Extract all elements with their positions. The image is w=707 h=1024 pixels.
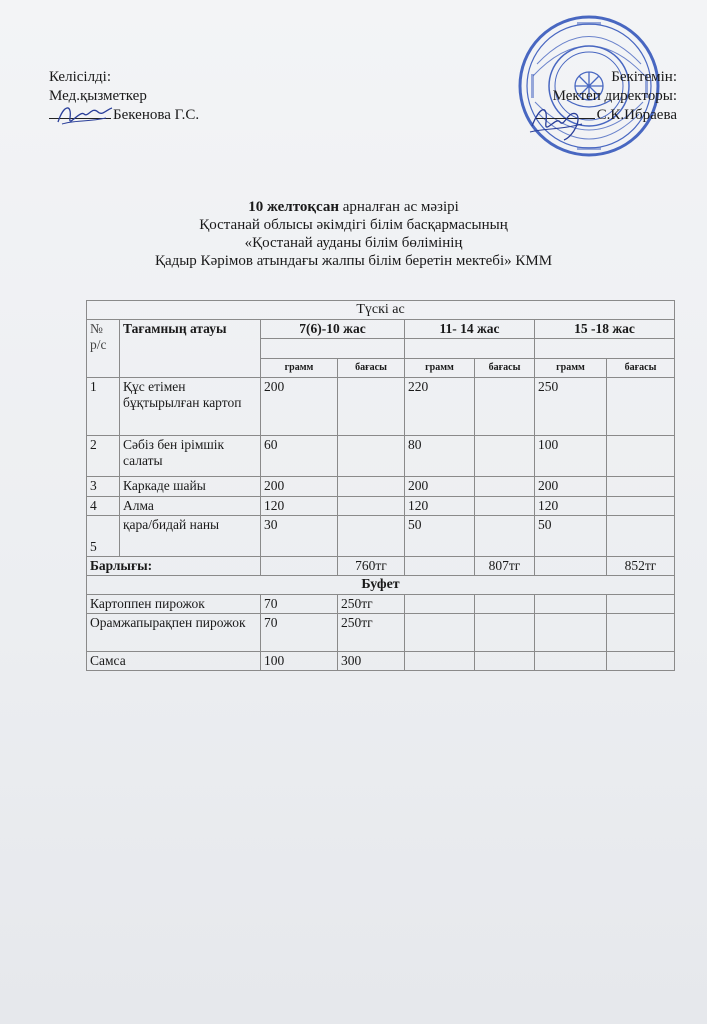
row-number: 3	[87, 477, 120, 497]
price-value	[338, 436, 405, 477]
col-header-dish-name: Тағамның атауы	[120, 320, 261, 378]
empty-cell	[405, 614, 475, 652]
empty-cell	[607, 652, 675, 671]
empty-cell	[405, 557, 475, 576]
price-value	[338, 378, 405, 436]
dish-name: Құс етімен бұқтырылған картоп	[120, 378, 261, 436]
empty-cell	[607, 595, 675, 614]
price-value	[607, 477, 675, 497]
empty-cell	[535, 557, 607, 576]
medical-worker-label: Мед.қызметкер	[49, 88, 147, 104]
total-age-group-3: 852тг	[607, 557, 675, 576]
gram-value: 250	[535, 378, 607, 436]
gram-value: 50	[405, 516, 475, 557]
price-value	[475, 477, 535, 497]
total-age-group-2: 807тг	[475, 557, 535, 576]
menu-title	[0, 198, 707, 270]
gram-value: 30	[261, 516, 338, 557]
dish-name: Сәбіз бен ірімшік салаты	[120, 436, 261, 477]
menu-date: 10 желтоқсан	[248, 199, 340, 215]
sub-header-price: бағасы	[475, 359, 535, 378]
empty-cell	[607, 614, 675, 652]
age-group-3: 15 -18 жас	[535, 320, 675, 339]
empty-cell	[535, 595, 607, 614]
row-number: 4	[87, 497, 120, 516]
empty-cell	[475, 595, 535, 614]
empty-cell	[475, 614, 535, 652]
totals-row	[87, 557, 675, 576]
signature-right	[526, 96, 586, 148]
total-age-group-1: 760тг	[338, 557, 405, 576]
title-line-2: Қостанай облысы әкімдігі білім басқармасының	[199, 217, 508, 233]
table-row	[87, 516, 675, 557]
price-value	[338, 497, 405, 516]
buffet-row	[87, 614, 675, 652]
agreed-label: Келісілді:	[49, 69, 112, 85]
table-row	[87, 477, 675, 497]
buffet-row	[87, 595, 675, 614]
dish-name: Каркаде шайы	[120, 477, 261, 497]
gram-value: 200	[405, 477, 475, 497]
school-director-label: Мектеп директоры:	[552, 88, 677, 104]
buffet-item-name: Самса	[87, 652, 261, 671]
gram-value: 80	[405, 436, 475, 477]
sub-header-gram: грамм	[535, 359, 607, 378]
gram-value: 50	[535, 516, 607, 557]
empty-cell	[261, 339, 405, 359]
price-value	[338, 516, 405, 557]
empty-cell	[475, 652, 535, 671]
gram-value: 200	[261, 378, 338, 436]
price-value	[338, 477, 405, 497]
dish-name: қара/бидай наны	[120, 516, 261, 557]
lunch-section-title: Түскі ас	[87, 301, 675, 320]
title-line-4: Қадыр Кәрімов атындағы жалпы білім беретін мектебі» КММ	[154, 253, 553, 269]
empty-cell	[535, 652, 607, 671]
buffet-item-gram: 70	[261, 614, 338, 652]
price-value	[607, 497, 675, 516]
buffet-section-title: Буфет	[87, 576, 675, 595]
price-value	[607, 436, 675, 477]
medical-worker-name: Бекенова Г.С.	[113, 107, 200, 123]
age-group-1: 7(6)-10 жас	[261, 320, 405, 339]
gram-value: 60	[261, 436, 338, 477]
sub-header-gram: грамм	[261, 359, 338, 378]
row-number: 1	[87, 378, 120, 436]
empty-cell	[535, 339, 675, 359]
buffet-item-gram: 100	[261, 652, 338, 671]
row-number: 5	[87, 516, 120, 557]
table-row	[87, 378, 675, 436]
price-value	[607, 516, 675, 557]
price-value	[607, 378, 675, 436]
price-value	[475, 497, 535, 516]
title-line-3: «Қостанай ауданы білім бөлімінің	[244, 235, 463, 251]
buffet-item-price: 250тг	[338, 595, 405, 614]
buffet-item-price: 250тг	[338, 614, 405, 652]
table-row	[87, 436, 675, 477]
director-name: С.К.Ибраева	[596, 107, 677, 123]
approve-label: Бекітемін:	[611, 69, 677, 85]
menu-title-rest: арналған ас мәзірі	[339, 199, 459, 215]
buffet-item-price: 300	[338, 652, 405, 671]
gram-value: 120	[405, 497, 475, 516]
empty-cell	[405, 595, 475, 614]
age-group-2: 11- 14 жас	[405, 320, 535, 339]
buffet-row	[87, 652, 675, 671]
signature-left	[54, 100, 114, 130]
empty-cell	[405, 652, 475, 671]
sub-header-price: бағасы	[607, 359, 675, 378]
sub-header-price: бағасы	[338, 359, 405, 378]
gram-value: 100	[535, 436, 607, 477]
gram-value: 120	[535, 497, 607, 516]
col-header-number: № р/с	[87, 320, 120, 378]
sub-header-gram: грамм	[405, 359, 475, 378]
menu-table	[86, 300, 675, 671]
table-row	[87, 497, 675, 516]
gram-value: 120	[261, 497, 338, 516]
buffet-item-name: Орамжапырақпен пирожок	[87, 614, 261, 652]
buffet-item-gram: 70	[261, 595, 338, 614]
price-value	[475, 436, 535, 477]
gram-value: 220	[405, 378, 475, 436]
gram-value: 200	[261, 477, 338, 497]
buffet-item-name: Картоппен пирожок	[87, 595, 261, 614]
dish-name: Алма	[120, 497, 261, 516]
empty-cell	[405, 339, 535, 359]
empty-cell	[261, 557, 338, 576]
total-label: Барлығы:	[87, 557, 261, 576]
price-value	[475, 378, 535, 436]
empty-cell	[535, 614, 607, 652]
row-number: 2	[87, 436, 120, 477]
price-value	[475, 516, 535, 557]
gram-value: 200	[535, 477, 607, 497]
